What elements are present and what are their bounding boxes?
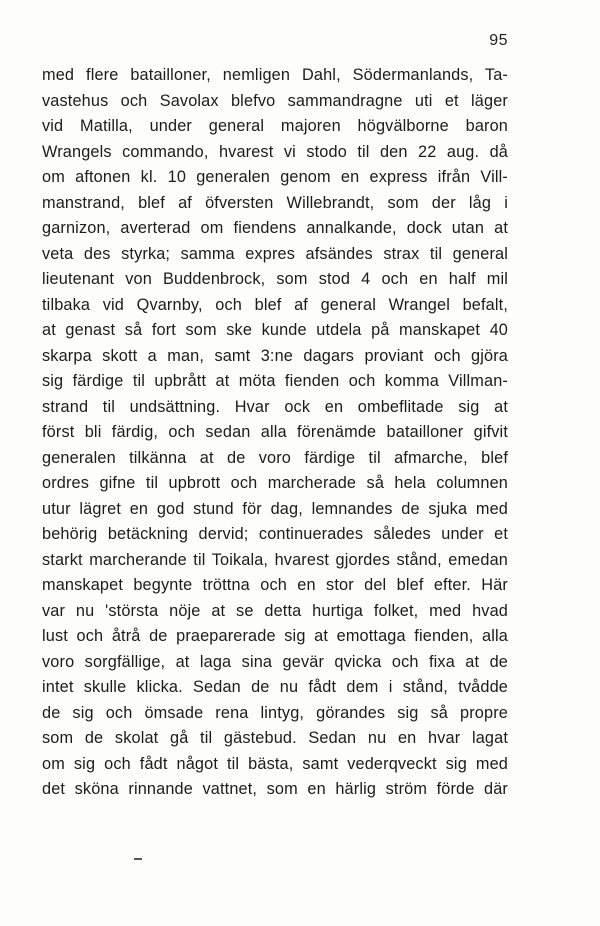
text-line: med flere batailloner, nemligen Dahl, Södermanlands, Ta- (42, 66, 508, 84)
body-text (42, 63, 508, 803)
text-line: garnizon, averterad om fiendens annalkande, dock utan at (42, 219, 508, 237)
text-line: var nu 'största nöje at se detta hurtiga folket, med hvad (42, 601, 508, 620)
text-line: utur lägret en god stund för dag, lemnandes de sjuka med (42, 499, 508, 518)
text-line: manstrand, blef af öfversten Willebrandt, som der låg i (42, 193, 508, 212)
text-line: starkt marcherande til Toikala, hvarest gjordes stånd, emedan (42, 550, 508, 569)
text-line: först bli färdig, och sedan alla förenämde batailloner gifvit (42, 423, 508, 441)
text-line: skarpa skott a man, samt 3:ne dagars proviant och gjöra (42, 346, 508, 365)
text-line: at genast så fort som ske kunde utdela på manskapet 40 (42, 321, 508, 339)
page-number: 95 (489, 32, 508, 49)
text-line: lust och åtrå de praeparerade sig at emottaga fienden, alla (42, 627, 508, 645)
text-line: som de skolat gå til gästebud. Sedan nu en hvar lagat (42, 729, 508, 747)
text-line: Wrangels commando, hvarest vi stodo til den 22 aug. då (42, 142, 508, 161)
text-line: manskapet begynte tröttna och en stor del blef efter. Här (42, 576, 508, 594)
text-line: lieutenant von Buddenbrock, som stod 4 och en half mil (42, 270, 508, 288)
text-line: om sig och fådt något til bästa, samt vederqveckt sig med (42, 754, 508, 773)
ink-mark (134, 858, 142, 860)
text-line: behörig betäckning dervid; continuerades således under et (42, 525, 508, 543)
text-line: det sköna rinnande vattnet, som en härlig ström förde där (42, 780, 508, 798)
text-line: om aftonen kl. 10 generalen genom en express ifrån Vill- (42, 168, 508, 186)
text-line: ordres gifne til upbrott och marcherade så hela columnen (42, 474, 508, 492)
text-line: generalen tilkänna at de voro färdige til afmarche, blef (42, 448, 508, 467)
text-line: de sig och ömsade rena lintyg, görandes sig så propre (42, 703, 508, 722)
text-line: intet skulle klicka. Sedan de nu fådt dem i stånd, tvådde (42, 678, 508, 696)
text-line: voro sorgfällige, at laga sina gevär qvicka och fixa at de (42, 652, 508, 671)
text-line: vastehus och Savolax blefvo sammandragne uti et läger (42, 91, 508, 110)
text-line: veta des styrka; samma expres afsändes strax til general (42, 244, 508, 263)
text-line: sig färdige til upbrått at möta fienden och komma Villman- (42, 372, 508, 390)
text-line: strand til undsättning. Hvar ock en ombeflitade sig at (42, 397, 508, 416)
text-line: vid Matilla, under general majoren högvälborne baron (42, 117, 508, 135)
text-line: tilbaka vid Qvarnby, och blef af general Wrangel befalt, (42, 295, 508, 314)
